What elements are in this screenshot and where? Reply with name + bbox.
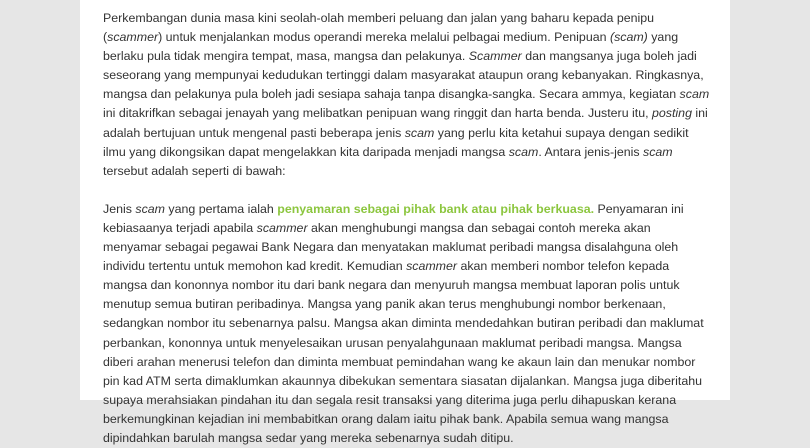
- text-run: yang berlaku pula tidak mengira tempat, masa, mangsa dan pelakunya.: [103, 30, 679, 64]
- text-run: . Antara jenis-jenis: [538, 144, 643, 159]
- highlighted-heading: penyamaran sebagai pihak bank atau pihak berkuasa.: [277, 201, 595, 216]
- article-content: [80, 0, 730, 445]
- text-run: akan memberi nombor telefon kepada mangsa dan kononnya nombor itu dari bank negara dan menyuruh mangsa membuat laporan polis untuk menutup semua butiran peribadinya. Mangsa yang panik akan terus menghubungi nombor berkenaan, sedangkan nombor itu sebenarnya palsu. Mangsa akan diminta mendedahkan butiran peribadi dan maklumat perbankan, kononnya untuk menyelesaikan urusan penyalahgunaan maklumat peribadi mangsa. Mangsa diberi arahan menerusi telefon dan diminta membuat pemindahan wang ke akaun lain dan menukar nombor pin kad ATM serta dimaklumkan akaunnya dibekukan sementara siasatan dijalankan. Mangsa juga diberitahu supaya merahsiakan pindahan itu dan segala resit transaksi yang diterima juga perlu dihapuskan kerana berkemungkinan kejadian ini membabitkan orang dalam iaitu pihak bank. Apabila semua wang mangsa dipindahkan barulah mangsa sedar yang mereka sebenarnya sudah ditipu.: [103, 259, 704, 445]
- text-run: Penyamaran ini kebiasaanya terjadi apabila: [103, 201, 684, 235]
- text-run: Perkembangan dunia masa kini seolah-olah memberi peluang dan jalan yang baharu kepada penipu (: [103, 11, 655, 45]
- text-run: yang pertama ialah: [164, 201, 278, 216]
- text-run: ini adalah bertujuan untuk mengenal pasti beberapa jenis: [103, 106, 708, 140]
- text-run: dan mangsanya juga boleh jadi seseorang yang mempunyai kedudukan tertinggi dalam masyarakat ataupun orang kebanyakan. Ringkasnya, mangsa dan pelakunya pula boleh jadi sesiapa sahaja tanpa disangka-sangka. Secara ammya, kegiatan: [103, 49, 704, 102]
- text-run: Jenis: [103, 201, 136, 216]
- italic-term: scammer: [107, 30, 159, 45]
- intro-paragraph: [103, 9, 712, 181]
- italic-term: Scammer: [468, 49, 522, 64]
- text-run: ini ditakrifkan sebagai jenayah yang melibatkan penipuan wang ringgit dan harta benda. Justeru itu,: [103, 106, 652, 121]
- italic-term: scam: [679, 87, 710, 102]
- text-run: ) untuk menjalankan modus operandi mereka melalui pelbagai medium. Penipuan: [158, 30, 610, 45]
- text-run: tersebut adalah seperti di bawah:: [103, 163, 286, 178]
- italic-term: scam: [643, 144, 673, 159]
- italic-term: scammer: [256, 220, 308, 235]
- italic-term: scam: [508, 144, 539, 159]
- text-run: akan menghubungi mangsa dan sebagai contoh mereka akan menyamar sebagai pegawai Bank Negara dan menyatakan maklumat peribadi mangsa disalahguna oleh individu tertentu untuk memohon kad kredit. Kemudian: [103, 220, 679, 274]
- scam-type-1-paragraph: [103, 200, 712, 448]
- text-run: yang perlu kita ketahui supaya dengan sedikit ilmu yang dikongsikan dapat mengelakkan kita daripada menjadi mangsa: [103, 125, 689, 159]
- italic-term: scammer: [406, 259, 458, 274]
- italic-term: scam: [135, 201, 165, 216]
- italic-term: scam: [404, 125, 435, 140]
- italic-term: posting: [652, 106, 692, 121]
- italic-term: (scam): [609, 30, 648, 45]
